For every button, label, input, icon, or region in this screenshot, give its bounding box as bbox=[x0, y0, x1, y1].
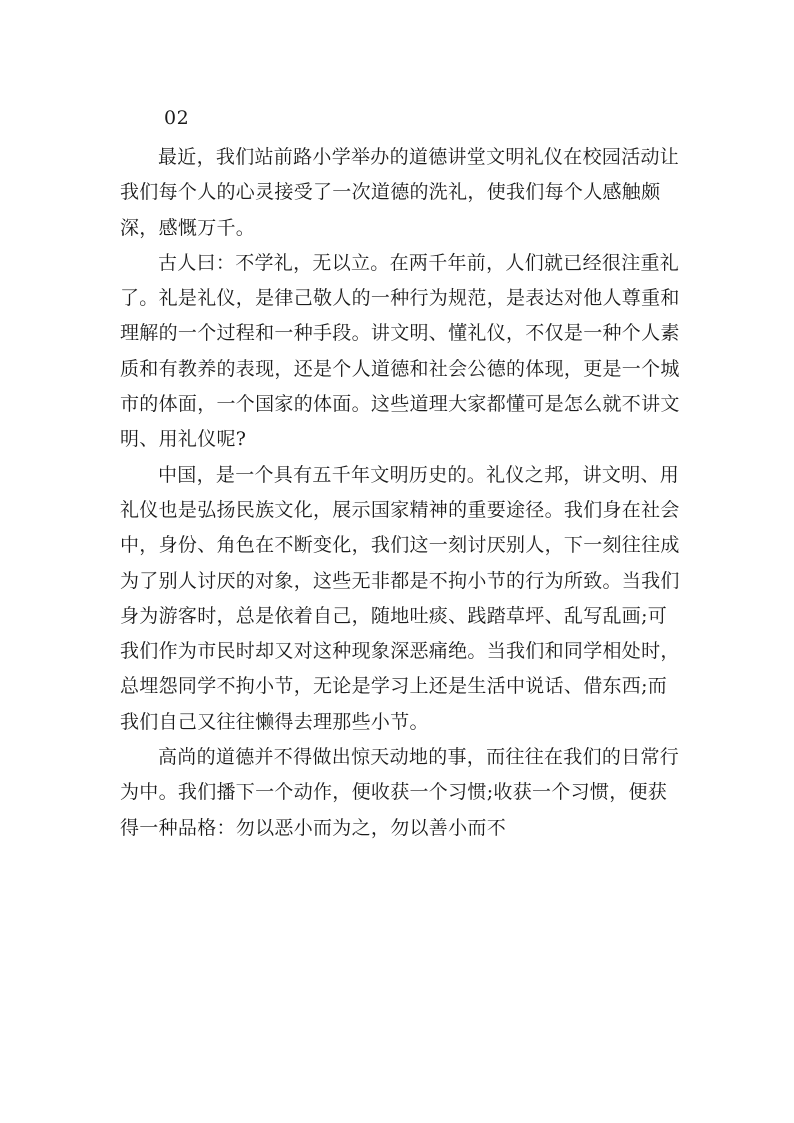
document-body bbox=[120, 140, 682, 846]
paragraph: 高尚的道德并不得做出惊天动地的事，而往往在我们的日常行为中。我们播下一个动作，便收获一个习惯;收获一个习惯，便获得一种品格：勿以恶小而为之，勿以善小而不 bbox=[120, 746, 680, 839]
paragraph: 古人曰：不学礼，无以立。在两千年前，人们就已经很注重礼了。礼是礼仪，是律己敬人的一种行为规范，是表达对他人尊重和理解的一个过程和一种手段。讲文明、懂礼仪，不仅是一种个人素质和有教养的表现，还是个人道德和社会公德的体现，更是一个城市的体面，一个国家的体面。这些道理大家都懂可是怎么就不讲文明、用礼仪呢? bbox=[120, 251, 680, 451]
paragraph: 中国，是一个具有五千年文明历史的。礼仪之邦，讲文明、用礼仪也是弘扬民族文化，展示国家精神的重要途径。我们身在社会中，身份、角色在不断变化，我们这一刻讨厌别人，下一刻往往成为了别人讨厌的对象，这些无非都是不拘小节的行为所致。当我们身为游客时，总是依着自己，随地吐痰、践踏草坪、乱写乱画;可我们作为市民时却又对这种现象深恶痛绝。当我们和同学相处时，总埋怨同学不拘小节，无论是学习上还是生活中说话、借东西;而我们自己又往往懒得去理那些小节。 bbox=[120, 463, 680, 733]
paragraph: 最近，我们站前路小学举办的道德讲堂文明礼仪在校园活动让我们每个人的心灵接受了一次道德的洗礼，使我们每个人感触颇深，感慨万千。 bbox=[120, 146, 680, 239]
section-number: 02 bbox=[164, 107, 190, 129]
